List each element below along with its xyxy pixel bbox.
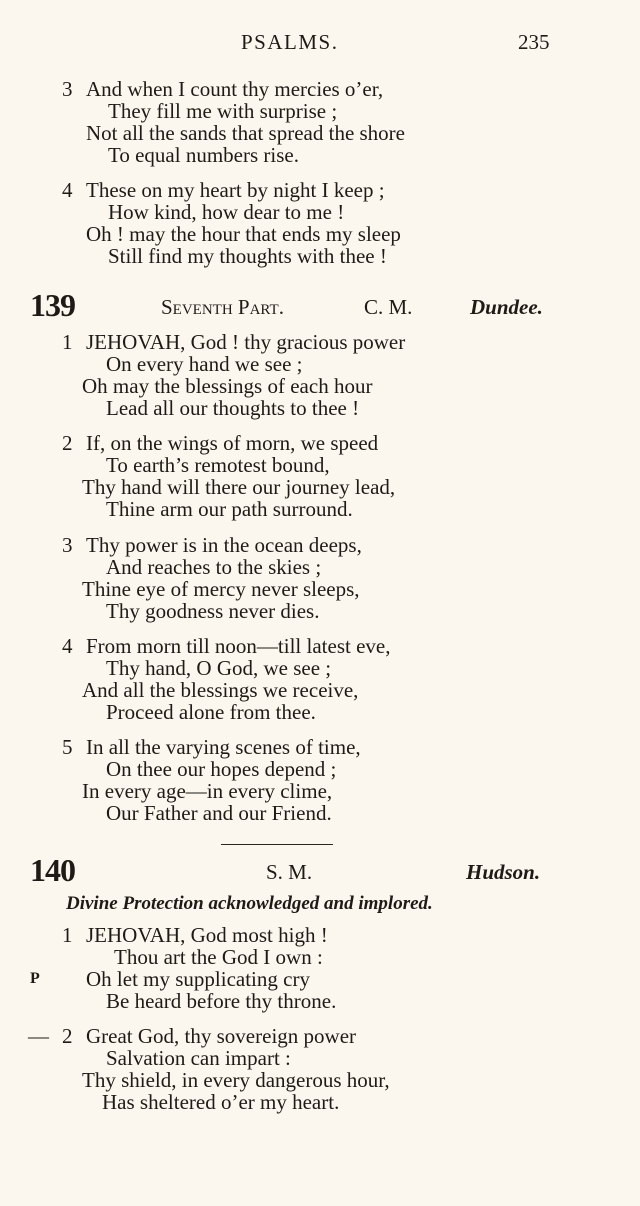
- verse-line: And when I count thy mercies o’er,: [86, 77, 384, 101]
- verse-line: JEHOVAH, God ! thy gracious power: [86, 330, 406, 354]
- hymn-139-header: [0, 287, 640, 323]
- section-divider: [221, 844, 333, 845]
- verse-line: They fill me with surprise ;: [108, 99, 338, 123]
- verse-line: Thine arm our path surround.: [106, 497, 353, 521]
- verse-number: 2: [62, 1024, 73, 1048]
- verse-line: On thee our hopes depend ;: [106, 757, 337, 781]
- verse-line: Thy hand will there our journey lead,: [82, 475, 396, 499]
- verse-line: Great God, thy sovereign power: [86, 1024, 357, 1048]
- verse-line: Salvation can impart :: [106, 1046, 291, 1070]
- verse-line: In every age—in every clime,: [82, 779, 333, 803]
- verse-number: 4: [62, 634, 73, 658]
- dynamic-mark-dash: —: [28, 1024, 49, 1048]
- verse-line: And reaches to the skies ;: [106, 555, 322, 579]
- verse-line: To earth’s remotest bound,: [106, 453, 330, 477]
- verse-number: 4: [62, 178, 73, 202]
- verse-line: JEHOVAH, God most high !: [86, 923, 328, 947]
- hymn-140-header: [0, 852, 640, 888]
- verse-line: Oh ! may the hour that ends my sleep: [86, 222, 401, 246]
- verse-line: These on my heart by night I keep ;: [86, 178, 385, 202]
- verse-line: Thine eye of mercy never sleeps,: [82, 577, 360, 601]
- page-number: 235: [518, 30, 550, 54]
- tune-name: Dundee.: [470, 295, 543, 319]
- verse-line: How kind, how dear to me !: [108, 200, 345, 224]
- verse-number: 1: [62, 923, 73, 947]
- verse-line: Thy power is in the ocean deeps,: [86, 533, 362, 557]
- verse-line: Not all the sands that spread the shore: [86, 121, 405, 145]
- running-title: PSALMS.: [241, 30, 339, 54]
- verse-line: On every hand we see ;: [106, 352, 303, 376]
- verse-line: And all the blessings we receive,: [82, 678, 359, 702]
- verse-number: 3: [62, 77, 73, 101]
- page-header: [0, 30, 640, 58]
- verse-line: Thy goodness never dies.: [106, 599, 320, 623]
- verse-line: In all the varying scenes of time,: [86, 735, 361, 759]
- tune-name: Hudson.: [466, 860, 541, 884]
- hymn-meter: C. M.: [364, 295, 413, 319]
- hymn-subtitle: Divine Protection acknowledged and implored.: [66, 893, 433, 914]
- hymn-number: 139: [30, 287, 75, 323]
- verse-line: Thy shield, in every dangerous hour,: [82, 1068, 390, 1092]
- verse-line: Be heard before thy throne.: [106, 989, 337, 1013]
- verse-line: Lead all our thoughts to thee !: [106, 396, 360, 420]
- verse-line: If, on the wings of morn, we speed: [86, 431, 379, 455]
- verse-number: 3: [62, 533, 73, 557]
- verse-line: Thou art the God I own :: [114, 945, 323, 969]
- hymn-meter: S. M.: [266, 860, 313, 884]
- verse-number: 2: [62, 431, 73, 455]
- verse-line: Has sheltered o’er my heart.: [102, 1090, 340, 1114]
- verse-number: 1: [62, 330, 73, 354]
- verse-line: Still find my thoughts with thee !: [108, 244, 387, 268]
- verse-line: From morn till noon—till latest eve,: [86, 634, 391, 658]
- dynamic-mark-piano: P: [30, 970, 40, 987]
- verse-line: Proceed alone from thee.: [106, 700, 316, 724]
- verse-line: Oh let my supplicating cry: [86, 967, 310, 991]
- hymn-number: 140: [30, 852, 75, 888]
- verse-number: 5: [62, 735, 73, 759]
- verse-line: To equal numbers rise.: [108, 143, 299, 167]
- verse-line: Thy hand, O God, we see ;: [106, 656, 332, 680]
- hymn-part: Seventh Part.: [161, 295, 284, 319]
- verse-line: Oh may the blessings of each hour: [82, 374, 373, 398]
- verse-line: Our Father and our Friend.: [106, 801, 332, 825]
